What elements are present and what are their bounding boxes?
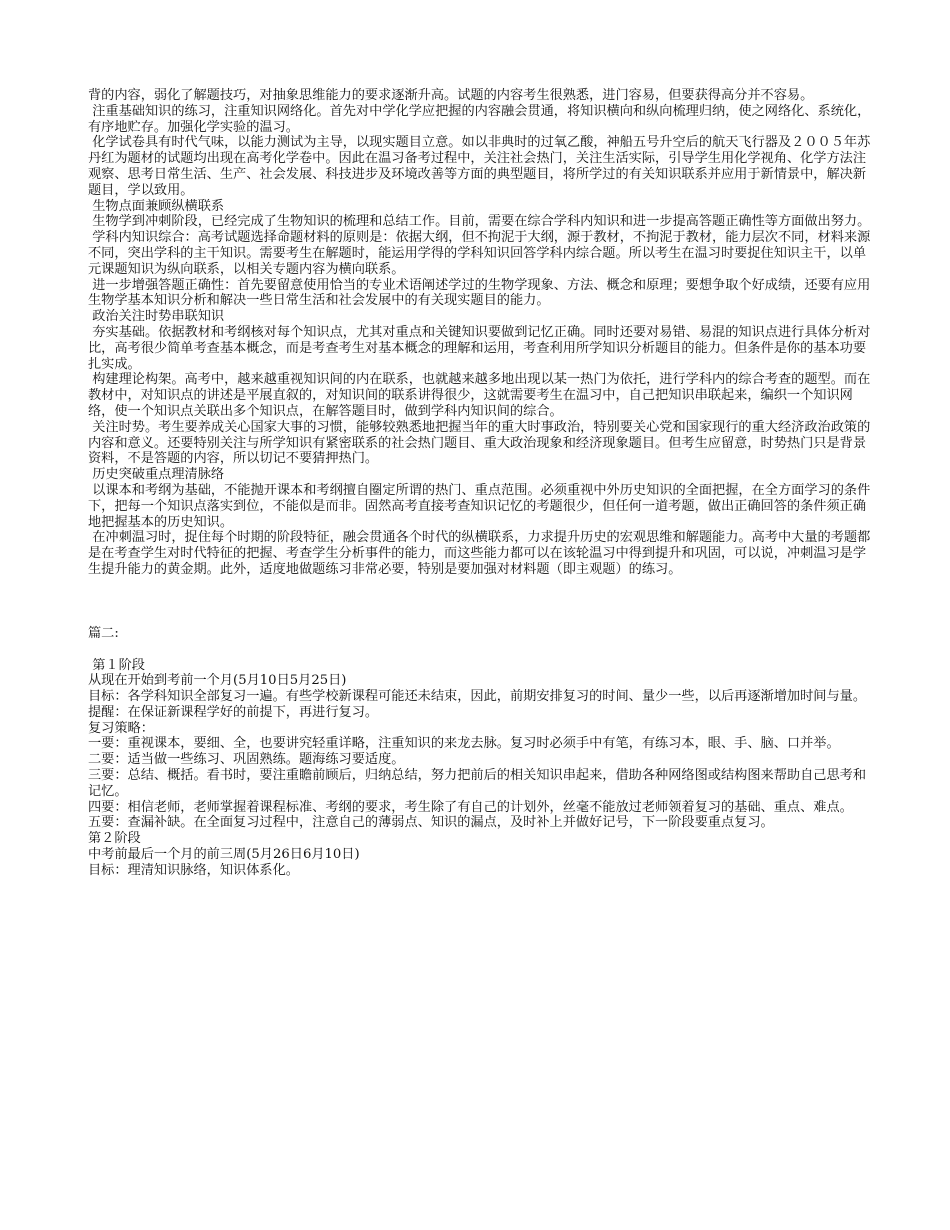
blank-gap (88, 578, 878, 626)
paragraph: 五要：查漏补缺。在全面复习过程中，注意自己的薄弱点、知识的漏点，及时补上并做好记号，下一阶段要重点复习。 (88, 815, 774, 831)
paragraph: 从现在开始到考前一个月(5月10日5月25日) (88, 673, 347, 689)
paragraph: 关注时势。考生要养成关心国家大事的习惯，能够较熟悉地把握当年的重大时事政治，特别要关心党和国家现行的重大经济政治政策的内容和意义。还要特别关注与所学知识有紧密联系的社会热门题目、重大政治现象和经济现象题目。但考生应留意，时势热门只是背景资料，不是答题的内容，所以切记不要猜押热门。 (88, 419, 871, 467)
section-heading-history: 历史突破重点理清脉络 (88, 467, 225, 483)
paragraph: 目标：各学科知识全部复习一遍。有些学校新课程可能还未结束，因此，前期安排复习的时间、量少一些，以后再逐渐增加时间与量。 (88, 689, 867, 705)
paragraph: 四要：相信老师，老师掌握着课程标准、考纲的要求，考生除了有自己的计划外，丝毫不能放过老师领着复习的基础、重点、难点。 (88, 799, 853, 815)
stage-heading: 第２阶段 (88, 831, 141, 847)
paragraph: 二要：适当做一些练习、巩固熟练。题海练习要适度。 (88, 752, 405, 768)
paragraph: 注重基础知识的练习，注重知识网络化。首先对中学化学应把握的内容融会贯通，将知识横向和纵向梳理归纳，使之网络化、系统化，有序地贮存。加强化学实验的温习。 (88, 103, 871, 135)
section-heading-biology: 生物点面兼顾纵横联系 (88, 198, 225, 214)
paragraph: 一要：重视课本，要细、全，也要讲究轻重详略，注重知识的来龙去脉。复习时必须手中有笔，有练习本，眼、手、脑、口并举。 (88, 736, 840, 752)
paragraph: 夯实基础。依据教材和考纲核对每个知识点，尤其对重点和关键知识要做到记忆正确。同时还要对易错、易混的知识点进行具体分析对比，高考很少简单考查基本概念，而是考查考生对基本概念的理解和运用，考查利用所学知识分析题目的能力。但条件是你的基本功要扎实成。 (88, 324, 871, 372)
paragraph: 中考前最后一个月的前三周(5月26日6月10日) (88, 847, 360, 863)
paragraph: 复习策略： (88, 720, 154, 736)
paragraph: 学科内知识综合：高考试题选择命题材料的原则是：依据大纲，但不拘泥于大纲，源于教材，不拘泥于教材，能力层次不同，材料来源不同，突出学科的主干知识。需要考生在解题时，能运用学得的学科知识回答学科内综合题。所以考生在温习时要捉住知识主干，以单元课题知识为纵向联系，以相关专题内容为横向联系。 (88, 230, 871, 277)
blank-gap (88, 642, 878, 658)
paragraph: 背的内容，弱化了解题技巧，对抽象思维能力的要求逐渐升高。试题的内容考生很熟悉，进门容易，但要获得高分并不容易。 (88, 88, 814, 103)
paragraph: 提醒：在保证新课程学好的前提下，再进行复习。 (88, 704, 379, 720)
paragraph: 以课本和考纲为基础，不能抛开课本和考纲擅自圈定所谓的热门、重点范围。必须重视中外历史知识的全面把握，在全方面学习的条件下，把每一个知识点落实到位，不能似是而非。固然高考直接考查知识记忆的考题很少，但任何一道考题，做出正确回答的条件须正确地把握基本的历史知识。 (88, 482, 871, 530)
paragraph: 三要：总结、概括。看书时，要注重瞻前顾后，归纳总结，努力把前后的相关知识串起来，借助各种网络图或结构图来帮助自己思考和记忆。 (88, 768, 867, 799)
paragraph: 在冲刺温习时，捉住每个时期的阶段特征，融会贯通各个时代的纵横联系，力求提升历史的宏观思维和解题能力。高考中大量的考题都是在考查学生对时代特征的把握、考查学生分析事件的能力，而这些能力都可以在该轮温习中得到提升和巩固，可以说，冲刺温习是学生提升能力的黄金期。此外，适度地做题练习非常必要，特别是要加强对材料题（即主观题）的练习。 (88, 530, 871, 577)
section-heading-politics: 政治关注时势串联知识 (88, 309, 225, 325)
paragraph: 化学试卷具有时代气味，以能力测试为主导，以现实题目立意。如以非典时的过氧乙酸，神船五号升空后的航天飞行器及２００５年苏丹红为题材的试题均出现在高考化学卷中。因此在温习备考过程中，关注社会热门，关注生活实际，引导学生用化学视角、化学方法注观察、思考日常生活、生产、社会发展、科技进步及环境改善等方面的典型题目，将所学过的有关知识联系并应用于新情景中，解决新题目，学以致用。 (88, 135, 871, 198)
section-title: 篇二: (88, 625, 119, 641)
paragraph: 生物学到冲刺阶段，已经完成了生物知识的梳理和总结工作。目前，需要在综合学科内知识和进一步提高答题正确性等方面做出努力。 (88, 214, 871, 230)
document-page (88, 88, 878, 879)
paragraph: 进一步增强答题正确性：首先要留意使用恰当的专业术语阐述学过的生物学现象、方法、概念和原理；要想争取个好成绩，还要有应用生物学基本知识分析和解决一些日常生活和社会发展中的有关现实题目的能力。 (88, 277, 871, 309)
paragraph: 目标：理清知识脉络，知识体系化。 (88, 862, 299, 878)
stage-heading: 第１阶段 (88, 657, 145, 673)
paragraph: 构建理论构架。高考中，越来越重视知识间的内在联系，也就越来越多地出现以某一热门为依托，进行学科内的综合考查的题型。而在教材中，对知识点的讲述是平展直叙的，对知识间的联系讲得很少，这就需要考生在温习中，自己把知识串联起来，编织一个知识网络，使一个知识点关联出多个知识点，在解答题目时，做到学科内知识间的综合。 (88, 372, 871, 419)
